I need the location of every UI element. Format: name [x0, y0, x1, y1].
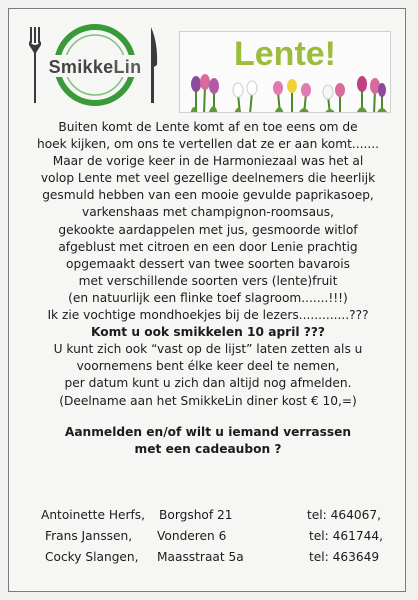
body-line: gekookte aardappelen met jus, gesmoorde witlof — [58, 222, 358, 237]
signup-heading: Aanmelden en/of wilt u iemand verrassen — [64, 424, 352, 439]
tulips-illustration — [180, 70, 391, 113]
logo-wordmark: SmikkeLin — [48, 57, 142, 77]
contact-name: Frans Janssen, — [45, 529, 133, 543]
contact-phone: tel: 463649 — [309, 550, 380, 564]
invite-line: U kunt zich ook “vast op de lijst” laten zetten als u — [53, 342, 363, 357]
contact-row — [31, 547, 391, 568]
body-line: Buiten komt de Lente komt af en toe eens om de — [58, 120, 358, 134]
contact-row — [31, 526, 391, 547]
body-line: Maar de vorige keer in de Harmoniezaal was het al — [52, 154, 364, 169]
body-line: varkenshaas met champignon-roomsaus, — [81, 205, 334, 220]
body-line: gesmuld hebben van een mooie gevulde paprikasoep, — [42, 188, 374, 203]
body-line: opgemaakt dessert van twee soorten bavarois — [66, 256, 350, 271]
contact-row — [31, 505, 391, 526]
body-line: (en natuurlijk een flinke toef slagroom.......!!!) — [68, 290, 348, 305]
contact-phone: tel: 464067, — [307, 508, 382, 522]
invite-line: per datum kunt u zich dan altijd nog afmelden. — [64, 376, 352, 391]
contact-name: Antoinette Herfs, — [41, 508, 146, 522]
body-line: met verschillende soorten vers (lente)fruit — [78, 273, 338, 288]
contact-name: Cocky Slangen, — [45, 550, 139, 564]
signup-heading-cont: met een cadeaubon ? — [134, 441, 282, 456]
spacer — [23, 410, 393, 424]
contact-address: Vonderen 6 — [157, 529, 227, 543]
contact-phone: tel: 461744, — [309, 529, 384, 543]
invite-line: (Deelname aan het SmikkeLin diner kost € 10,=) — [59, 393, 357, 408]
contact-list — [31, 505, 391, 568]
body-line: volop Lente met veel gezellige deelnemers die heerlijk — [40, 171, 376, 186]
flyer-sheet — [8, 8, 406, 592]
flyer-body — [23, 119, 393, 458]
contact-address: Maasstraat 5a — [157, 550, 244, 564]
body-line: hoek kijken, om ons te vertellen dat ze er aan komt....... — [36, 137, 380, 152]
banner-title: Lente! — [234, 35, 336, 73]
body-line: Ik zie vochtige mondhoekjes bij de lezers.............??? — [47, 308, 369, 323]
body-line: afgeblust met citroen en een door Lenie prachtig — [58, 239, 358, 254]
contact-address: Borgshof 21 — [159, 508, 233, 522]
smikkelin-logo — [25, 23, 165, 107]
invite-heading: Komt u ook smikkelen 10 april ??? — [91, 325, 325, 340]
lente-banner — [179, 31, 391, 113]
invite-line: voornemens bent élke keer deel te nemen, — [76, 359, 340, 374]
